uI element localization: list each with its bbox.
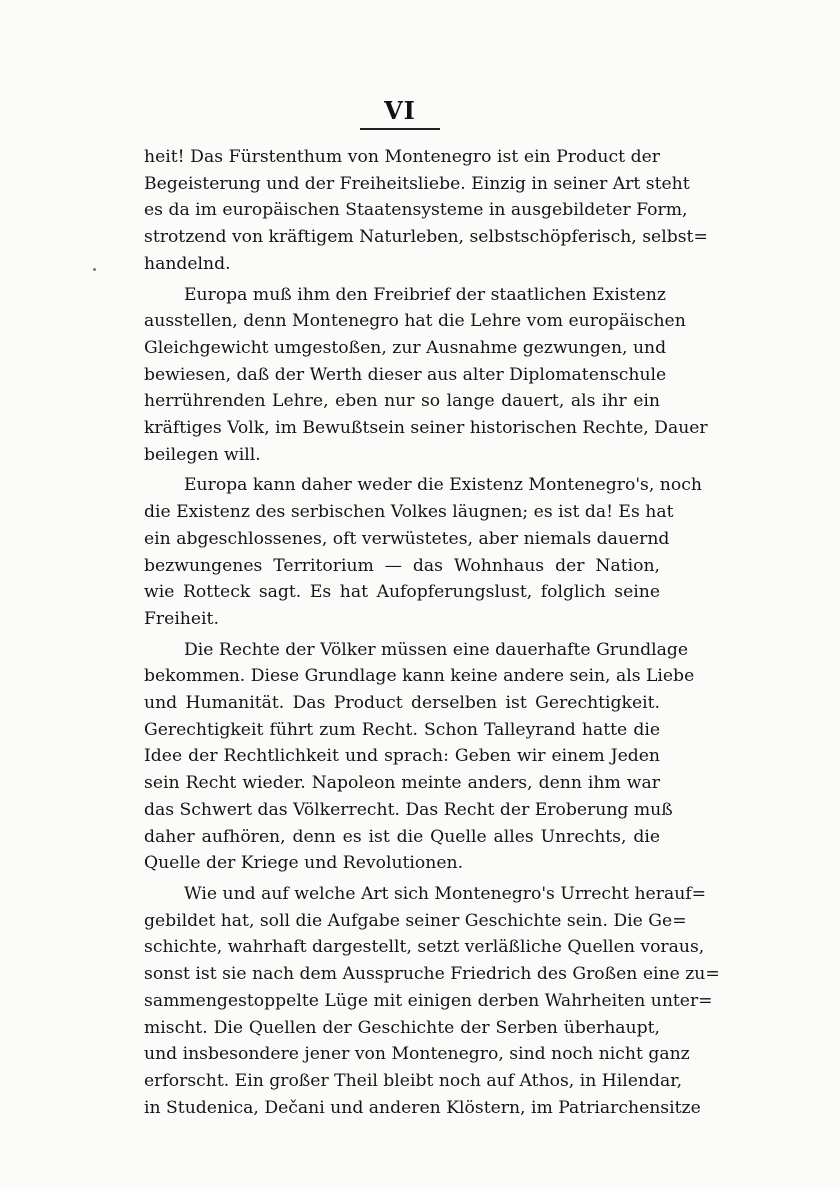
paragraph bbox=[144, 881, 720, 1121]
text-line: Gerechtigkeit führt zum Recht. Schon Talleyrand hatte die bbox=[144, 719, 660, 740]
text-line: bekommen. Diese Grundlage kann keine andere sein, als Liebe bbox=[144, 666, 695, 687]
text-line: wie Rotteck sagt. Es hat Aufopferungslust, folglich seine bbox=[144, 582, 660, 603]
text-line: Die Rechte der Völker müssen eine dauerhafte Grundlage bbox=[184, 639, 689, 660]
text-line: schichte, wahrhaft dargestellt, setzt verläßliche Quellen voraus, bbox=[144, 937, 705, 958]
text-line: kräftiges Volk, im Bewußtsein seiner historischen Rechte, Dauer bbox=[144, 418, 708, 439]
paragraph bbox=[144, 282, 708, 469]
text-line: es da im europäischen Staatensysteme in ausgebildeter Form, bbox=[144, 200, 688, 221]
print-speck bbox=[93, 268, 96, 271]
text-line: sonst ist sie nach dem Ausspruche Friedrich des Großen eine zu= bbox=[144, 964, 720, 985]
text-line: Quelle der Kriege und Revolutionen. bbox=[144, 853, 464, 874]
text-line: handelnd. bbox=[144, 253, 231, 274]
paragraph bbox=[144, 637, 695, 877]
text-line: heit! Das Fürstenthum von Montenegro ist ein Product der bbox=[144, 147, 660, 167]
text-line: Gleichgewicht umgestoßen, zur Ausnahme gezwungen, und bbox=[144, 337, 667, 358]
text-line: das Schwert das Völkerrecht. Das Recht der Eroberung muß bbox=[144, 799, 673, 820]
page-number-rule bbox=[360, 128, 440, 130]
text-line: Europa muß ihm den Freibrief der staatlichen Existenz bbox=[184, 284, 666, 305]
text-line: ausstellen, denn Montenegro hat die Lehre vom europäischen bbox=[144, 311, 686, 332]
text-line: strotzend von kräftigem Naturleben, selbstschöpferisch, selbst= bbox=[144, 227, 708, 248]
text-line: Freiheit. bbox=[144, 608, 219, 629]
text-line: die Existenz des serbischen Volkes läugnen; es ist da! Es hat bbox=[144, 502, 674, 523]
text-line: beilegen will. bbox=[144, 444, 261, 465]
text-line: gebildet hat, soll die Aufgabe seiner Geschichte sein. Die Ge= bbox=[144, 910, 687, 931]
page-number: VI bbox=[384, 96, 416, 125]
text-line: bewiesen, daß der Werth dieser aus alter Diplomatenschule bbox=[144, 364, 667, 385]
text-line: sein Recht wieder. Napoleon meinte anders, denn ihm war bbox=[144, 773, 660, 794]
text-line: mischt. Die Quellen der Geschichte der Serben überhaupt, bbox=[144, 1017, 660, 1038]
text-line: in Studenica, Dečani und anderen Klöstern, im Patriarchensitze bbox=[144, 1097, 701, 1118]
text-line: ein abgeschlossenes, oft verwüstetes, aber niemals dauernd bbox=[144, 528, 670, 549]
body-text bbox=[144, 144, 720, 1121]
paragraph bbox=[144, 144, 708, 278]
text-line: Europa kann daher weder die Existenz Montenegro's, noch bbox=[184, 475, 702, 496]
text-line: und insbesondere jener von Montenegro, sind noch nicht ganz bbox=[144, 1044, 690, 1065]
text-line: bezwungenes Territorium — das Wohnhaus der Nation, bbox=[144, 555, 660, 576]
text-line: Idee der Rechtlichkeit und sprach: Geben wir einem Jeden bbox=[144, 746, 660, 767]
text-line: und Humanität. Das Product derselben ist Gerechtigkeit. bbox=[144, 693, 660, 714]
text-line: Wie und auf welche Art sich Montenegro's Urrecht herauf= bbox=[184, 883, 707, 904]
paragraph bbox=[144, 472, 702, 632]
text-line: Begeisterung und der Freiheitsliebe. Einzig in seiner Art steht bbox=[144, 173, 690, 194]
text-line: erforscht. Ein großer Theil bleibt noch auf Athos, in Hilendar, bbox=[144, 1070, 683, 1091]
text-line: daher aufhören, denn es ist die Quelle alles Unrechts, die bbox=[144, 826, 660, 847]
text-line: sammengestoppelte Lüge mit einigen derben Wahrheiten unter= bbox=[144, 990, 713, 1011]
text-line: herrührenden Lehre, eben nur so lange dauert, als ihr ein bbox=[144, 391, 660, 412]
